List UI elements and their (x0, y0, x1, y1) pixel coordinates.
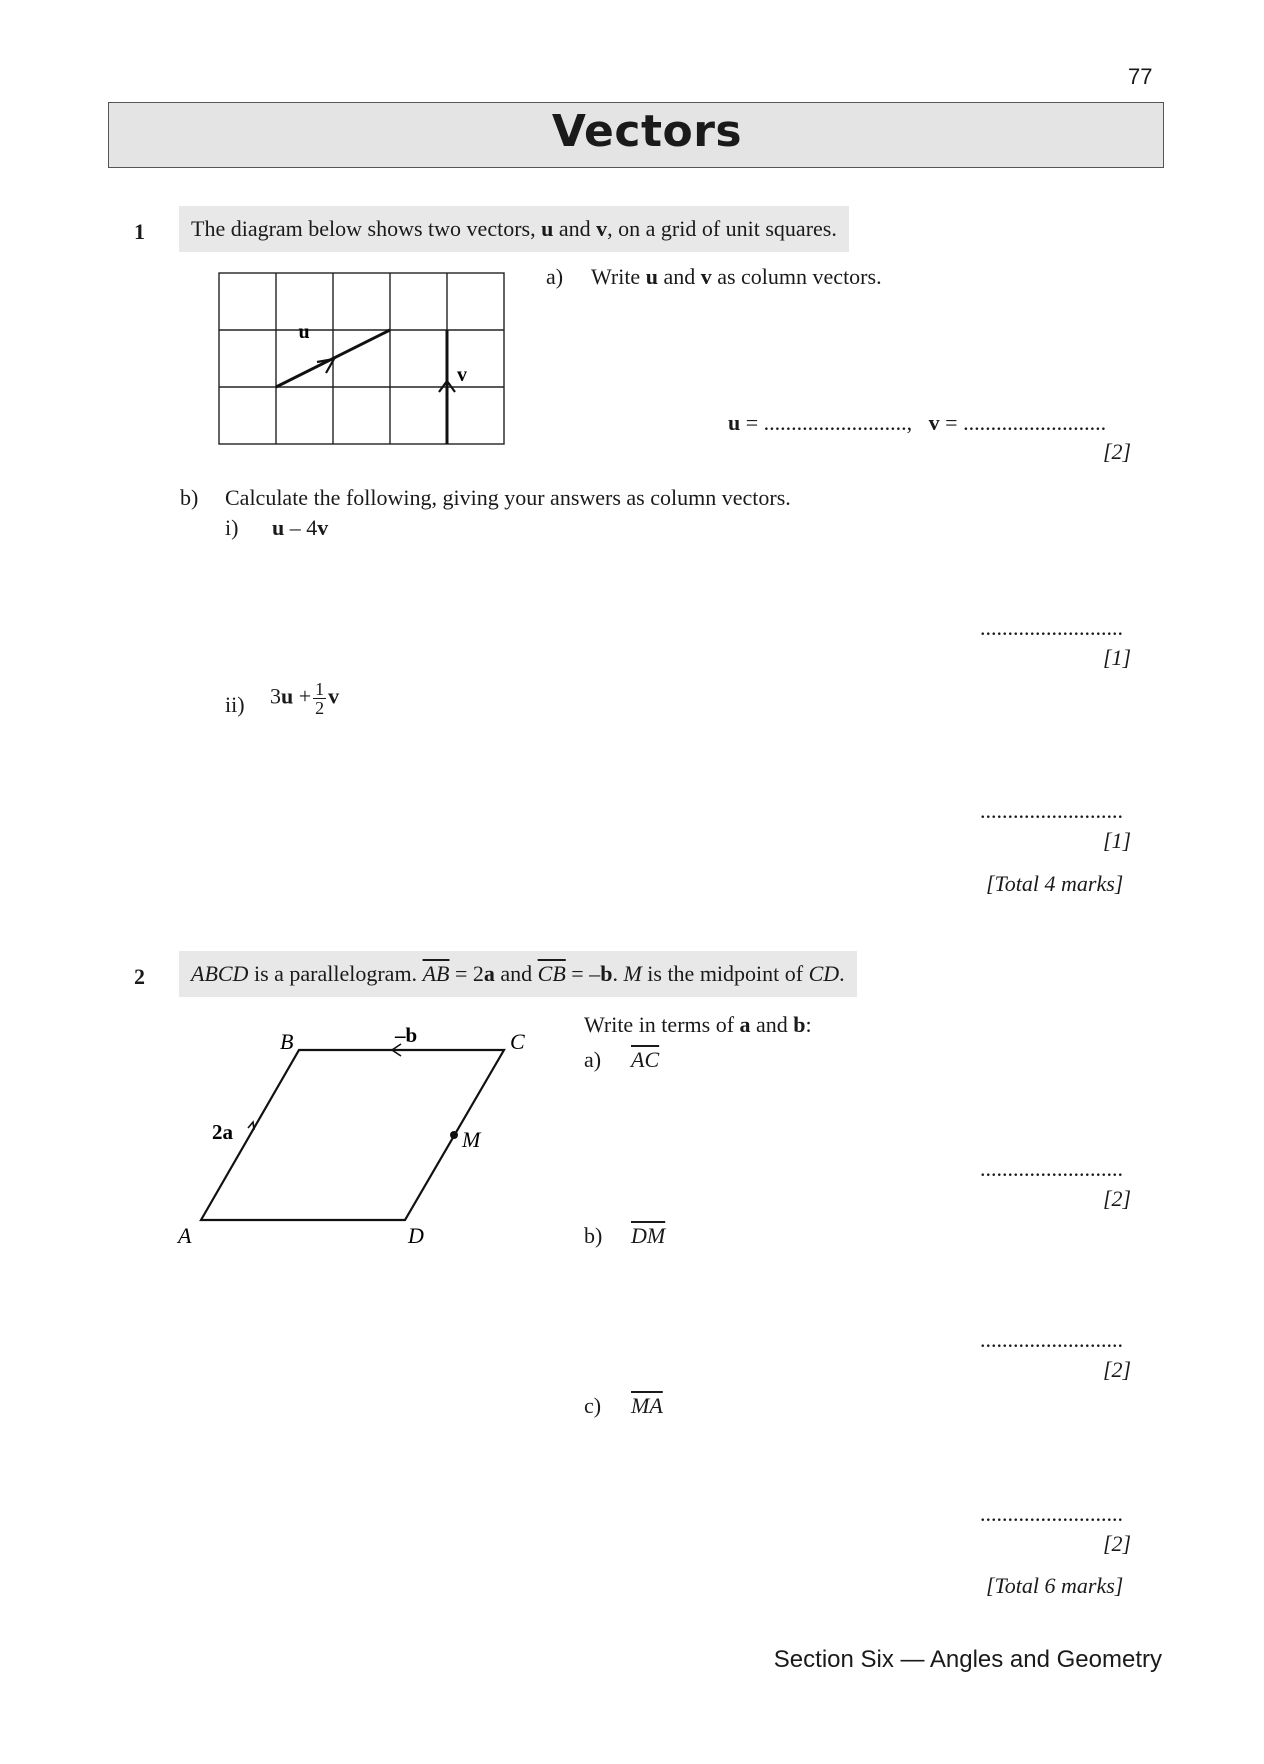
midpoint-m-label: M (462, 1127, 481, 1152)
midpoint-m-dot (450, 1131, 458, 1139)
prompt-text: is the midpoint of (641, 961, 809, 986)
vertex-a-label: A (178, 1223, 192, 1248)
text-a: a (739, 1012, 751, 1037)
expr-op: + (293, 683, 312, 709)
prompt-text: = 2 (449, 961, 484, 986)
expr-v: v (328, 683, 340, 709)
q2c-answer-dots[interactable]: .......................... (980, 1501, 1123, 1526)
grid-lines (219, 273, 504, 444)
q1b-text: Calculate the following, giving your answers as column vectors. (225, 485, 791, 510)
unit-grid-diagram (210, 265, 510, 450)
q1b-i-answer-dots[interactable]: .......................... (980, 615, 1123, 640)
q1b-ii-expression (270, 680, 339, 717)
equals: = (939, 410, 964, 435)
q2a-vector-ac: $\overline{AC}$ (631, 1047, 660, 1072)
text-b: b (793, 1012, 806, 1037)
q2a-marks: [2] (1103, 1186, 1132, 1211)
expr-op: – 4 (284, 515, 318, 540)
answer-v-dots[interactable]: .......................... (963, 410, 1107, 435)
prompt-text: and (494, 961, 538, 986)
q1b-letter: b) (180, 485, 199, 510)
question-1-prompt (179, 206, 849, 252)
prompt-a: a (483, 961, 495, 986)
q1a-marks: [2] (1103, 439, 1132, 464)
vertex-c-label: C (510, 1029, 525, 1054)
question-1-number: 1 (134, 219, 145, 244)
prompt-text: CD (808, 961, 840, 986)
expr-u: u (272, 515, 285, 540)
vector-cb: $\overline{CB}$ (537, 961, 566, 986)
q1-total-marks: [Total 4 marks] (986, 871, 1124, 896)
page-title: Vectors (551, 106, 743, 157)
q2b-vector-dm: $\overline{DM}$ (631, 1223, 666, 1248)
vector-v-arrow (439, 330, 455, 444)
question-2-number: 2 (134, 964, 145, 989)
text: and (657, 264, 701, 289)
arrow-ab-icon (248, 1122, 254, 1130)
q2-total-marks: [Total 6 marks] (986, 1573, 1124, 1598)
prompt-text: . (839, 961, 845, 986)
q1b-ii-answer-dots[interactable]: .......................... (980, 798, 1123, 823)
prompt-text: The diagram below shows two vectors, (191, 216, 542, 241)
vector-u-label: u (298, 321, 310, 343)
fraction-numerator: 1 (315, 679, 325, 699)
side-bc-label: –b (395, 1023, 418, 1047)
parallelogram-abcd (201, 1050, 504, 1220)
prompt-text: = – (565, 961, 601, 986)
prompt-text: ABCD (191, 961, 249, 986)
q2b-answer-dots[interactable]: .......................... (980, 1327, 1123, 1352)
q1a-answer-line[interactable] (728, 410, 1106, 436)
answer-u-label: u (728, 410, 741, 435)
q2c-marks: [2] (1103, 1531, 1132, 1556)
parallelogram-diagram (170, 1015, 550, 1255)
fraction-one-half (313, 680, 326, 717)
q1b-ii-marks: [1] (1103, 828, 1132, 853)
vertex-d-label: D (408, 1223, 424, 1248)
text: : (805, 1012, 812, 1037)
prompt-text: . (612, 961, 624, 986)
q2a-letter: a) (584, 1047, 602, 1072)
answer-u-dots[interactable]: .........................., (763, 410, 913, 435)
q2c-vector-ma: $\overline{MA}$ (631, 1393, 663, 1418)
question-2-prompt (179, 951, 857, 997)
prompt-text: , on a grid of unit squares. (607, 216, 837, 241)
expr-u: u (281, 683, 294, 709)
q2b-marks: [2] (1103, 1357, 1132, 1382)
text: and (750, 1012, 794, 1037)
prompt-b: b (600, 961, 613, 986)
expr-v: v (317, 515, 329, 540)
text: Write (591, 264, 646, 289)
prompt-text: is a parallelogram. (248, 961, 423, 986)
q1b-i-expression (272, 515, 328, 541)
q1b-i-label: i) (225, 515, 239, 540)
expr-coef: 3 (270, 683, 281, 709)
section-footer: Section Six — Angles and Geometry (773, 1646, 1162, 1673)
vertex-b-label: B (280, 1029, 294, 1054)
text-u: u (645, 264, 658, 289)
text: as column vectors. (711, 264, 882, 289)
side-ab-label: 2a (212, 1120, 233, 1144)
q1a-text (591, 264, 882, 290)
vector-ab: $\overline{AB}$ (422, 961, 450, 986)
q2-instruction (584, 1012, 812, 1038)
answer-v-label: v (928, 410, 940, 435)
text-v: v (700, 264, 712, 289)
prompt-text: M (623, 961, 642, 986)
prompt-v: v (596, 216, 608, 241)
equals: = (740, 410, 764, 435)
prompt-text: and (553, 216, 597, 241)
text: Write in terms of (584, 1012, 740, 1037)
q1b-i-marks: [1] (1103, 645, 1132, 670)
q1b-ii-label: ii) (225, 692, 245, 717)
q2b-letter: b) (584, 1223, 603, 1248)
q2a-answer-dots[interactable]: .......................... (980, 1156, 1123, 1181)
prompt-u: u (541, 216, 554, 241)
fraction-denominator: 2 (315, 698, 325, 718)
q1a-letter: a) (546, 264, 564, 289)
page-number: 77 (1128, 64, 1153, 89)
vector-v-label: v (457, 364, 467, 386)
q2c-letter: c) (584, 1393, 602, 1418)
